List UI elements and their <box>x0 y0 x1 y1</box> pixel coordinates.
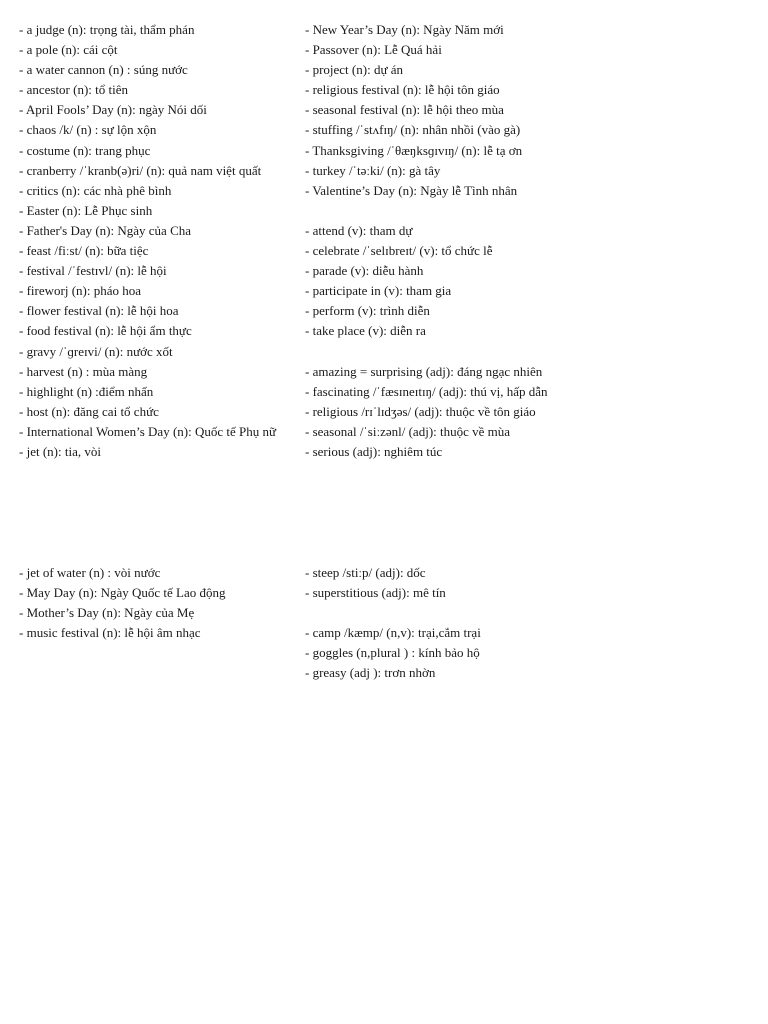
vocab-entry: - steep /stiːp/ (adj): dốc <box>305 565 426 580</box>
vocab-entry: - superstitious (adj): mê tín <box>305 585 446 601</box>
vocab-entry: - religious festival (n): lễ hội tôn giáo <box>305 82 500 98</box>
vocab-entry: - a pole (n): cái cột <box>19 42 118 58</box>
vocab-entry: - cranberry /ˈkranb(ə)ri/ (n): quả nam việt quất <box>19 162 262 178</box>
vocab-entry: - stuffing /ˈstʌfɪŋ/ (n): nhân nhồi (vào gà) <box>305 122 521 138</box>
vocab-entry: - ancestor (n): tổ tiên <box>19 82 129 98</box>
vocab-entry: - festival /ˈfestɪvl/ (n): lễ hội <box>19 263 167 279</box>
vocab-entry: - chaos /k/ (n) : sự lộn xộn <box>19 122 157 138</box>
vocab-entry: - a water cannon (n) : súng nước <box>19 62 188 78</box>
vocab-entry: - costume (n): trang phục <box>19 142 151 158</box>
vocab-entry: - fireworj (n): pháo hoa <box>19 283 142 299</box>
vocab-entry: - feast /fiːst/ (n): bữa tiệc <box>19 243 149 259</box>
vocab-entry: - seasonal festival (n): lễ hội theo mùa <box>305 102 504 118</box>
vocab-entry: - perform (v): trình diễn <box>305 303 430 319</box>
vocab-entry: - camp /kæmp/ (n,v): trại,cắm trại <box>305 625 481 641</box>
vocab-entry: - goggles (n,plural ) : kính bảo hộ <box>305 645 480 661</box>
vocab-entry: - attend (v): tham dự <box>305 222 413 238</box>
vocab-entry: - food festival (n): lễ hội ẩm thực <box>19 323 192 339</box>
section-spacer <box>305 342 755 362</box>
vocab-entry: - greasy (adj ): trơn nhờn <box>305 665 436 681</box>
vocab-list-right-top <box>305 20 755 462</box>
vocab-entry: - Mother’s Day (n): Ngày của Mẹ <box>19 605 195 621</box>
vocab-entry: - May Day (n): Ngày Quốc tế Lao động <box>19 585 226 601</box>
section-spacer <box>305 603 755 623</box>
vocab-entry: - jet of water (n) : vòi nước <box>19 565 161 580</box>
vocab-entry: - Easter (n): Lễ Phục sinh <box>19 202 153 218</box>
vocab-list-left-top <box>19 20 299 462</box>
section-spacer <box>305 201 755 221</box>
vocab-entry: - jet (n): tia, vòi <box>19 443 101 459</box>
vocab-entry: - serious (adj): nghiêm túc <box>305 443 443 459</box>
vocab-entry: - amazing = surprising (adj): đáng ngạc nhiên <box>305 363 543 379</box>
vocab-entry: - Valentine’s Day (n): Ngày lễ Tình nhân <box>305 182 518 198</box>
vocab-entry: - April Fools’ Day (n): ngày Nói dối <box>19 102 207 118</box>
vocab-entry: - flower festival (n): lễ hội hoa <box>19 303 179 319</box>
vocab-entry: - New Year’s Day (n): Ngày Năm mới <box>305 22 504 37</box>
vocab-entry: - music festival (n): lễ hội âm nhạc <box>19 625 201 641</box>
vocab-entry: - harvest (n) : mùa màng <box>19 363 148 379</box>
vocab-entry: - Passover (n): Lễ Quá hải <box>305 42 442 58</box>
vocab-entry: - project (n): dự án <box>305 62 404 78</box>
vocab-entry: - Thanksgiving /ˈθæŋksɡɪvɪŋ/ (n): lễ tạ ơn <box>305 142 523 158</box>
vocab-entry: - parade (v): diễu hành <box>305 263 424 279</box>
vocab-entry: - critics (n): các nhà phê bình <box>19 182 172 198</box>
vocab-entry: - seasonal /ˈsiːzənl/ (adj): thuộc về mùa <box>305 423 511 439</box>
vocab-entry: - host (n): đăng cai tổ chức <box>19 403 159 419</box>
vocab-entry: - Father's Day (n): Ngày của Cha <box>19 222 192 238</box>
vocab-list-right-bottom <box>305 563 755 684</box>
vocab-entry: - religious /rɪˈlɪdʒəs/ (adj): thuộc về tôn giáo <box>305 403 536 419</box>
vocab-entry: - a judge (n): trọng tài, thẩm phán <box>19 22 195 37</box>
vocab-entry: - fascinating /ˈfæsɪneɪtɪŋ/ (adj): thú vị, hấp dẫn <box>305 383 548 399</box>
vocab-entry: - gravy /ˈɡreɪvi/ (n): nước xốt <box>19 343 173 359</box>
vocab-entry: - take place (v): diễn ra <box>305 323 426 339</box>
vocab-entry: - celebrate /ˈselɪbreɪt/ (v): tổ chức lễ <box>305 243 493 259</box>
vocab-entry: - participate in (v): tham gia <box>305 283 452 299</box>
vocab-entry: - turkey /ˈtəːki/ (n): gà tây <box>305 162 441 178</box>
vocab-list-left-bottom <box>19 563 299 643</box>
vocab-entry: - International Women’s Day (n): Quốc tế Phụ nữ <box>19 423 277 439</box>
vocab-entry: - highlight (n) :điểm nhấn <box>19 383 154 399</box>
